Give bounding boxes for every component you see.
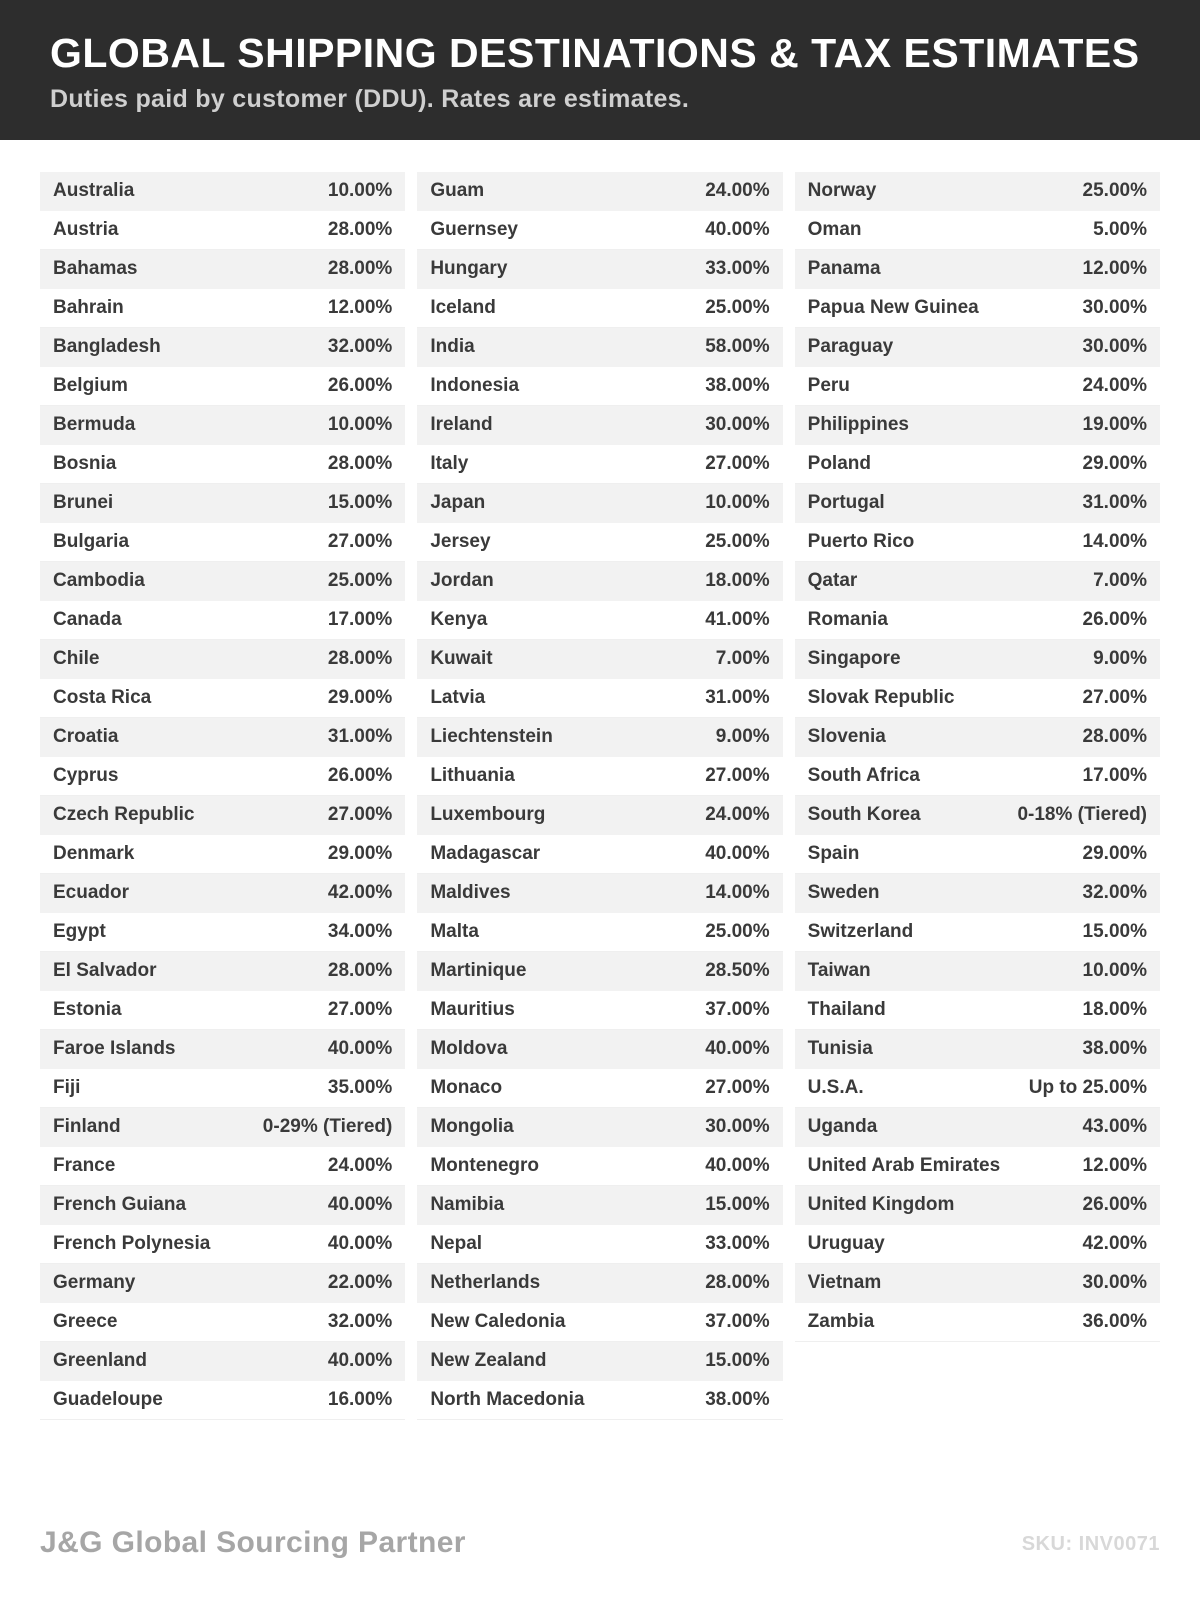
tax-rate: 10.00% — [705, 492, 770, 514]
rate-row — [40, 1108, 405, 1147]
rate-row — [795, 328, 1160, 367]
rate-row — [795, 1303, 1160, 1342]
page-title: GLOBAL SHIPPING DESTINATIONS & TAX ESTIMATES — [50, 30, 1140, 76]
tax-rate: 15.00% — [705, 1194, 770, 1216]
country-name: Italy — [430, 453, 469, 475]
country-name: Oman — [807, 219, 862, 241]
country-name: Lithuania — [430, 765, 515, 787]
tax-rate: 28.50% — [705, 960, 770, 982]
country-name: Bahamas — [53, 258, 138, 280]
tax-rate: 16.00% — [327, 1389, 393, 1411]
tax-rate: 32.00% — [327, 336, 393, 358]
tax-rate: 17.00% — [1082, 765, 1147, 787]
tax-rate: 9.00% — [715, 726, 770, 748]
country-name: Malta — [430, 921, 479, 943]
country-name: Jersey — [430, 531, 491, 553]
rate-row — [795, 367, 1160, 406]
rate-row — [40, 484, 405, 523]
tax-rate: 15.00% — [327, 492, 393, 514]
country-name: South Africa — [807, 765, 920, 787]
tax-rate: 27.00% — [705, 1077, 770, 1099]
tax-rate: 0-18% (Tiered) — [1017, 804, 1147, 826]
rate-row — [795, 640, 1160, 679]
rate-row — [417, 1186, 782, 1225]
rate-row — [795, 874, 1160, 913]
rate-row — [40, 1381, 405, 1420]
tax-rate: 14.00% — [1082, 531, 1147, 553]
rate-row — [795, 601, 1160, 640]
tax-rate: 30.00% — [1082, 297, 1147, 319]
rate-row — [40, 835, 405, 874]
tax-rate: 12.00% — [1082, 258, 1147, 280]
tax-rate: 27.00% — [327, 531, 393, 553]
country-name: U.S.A. — [807, 1077, 864, 1099]
rate-row — [40, 1342, 405, 1381]
rate-row — [417, 367, 782, 406]
page-subtitle: Duties paid by customer (DDU). Rates are estimates. — [50, 85, 690, 114]
country-name: Spain — [807, 843, 860, 865]
rate-row — [417, 796, 782, 835]
country-name: Madagascar — [430, 843, 541, 865]
country-name: Kuwait — [430, 648, 493, 670]
country-name: Romania — [807, 609, 888, 631]
tax-rate: 27.00% — [1082, 687, 1147, 709]
rate-row — [417, 406, 782, 445]
country-name: India — [430, 336, 475, 358]
country-name: Montenegro — [430, 1155, 540, 1177]
tax-rate: 43.00% — [1082, 1116, 1147, 1138]
rate-row — [795, 1030, 1160, 1069]
country-name: Panama — [807, 258, 881, 280]
country-name: Thailand — [807, 999, 886, 1021]
tax-rate: 38.00% — [705, 1389, 770, 1411]
rate-column-3 — [795, 172, 1160, 1342]
country-name: Martinique — [430, 960, 527, 982]
rate-row — [417, 328, 782, 367]
country-name: Uganda — [807, 1116, 878, 1138]
country-name: Switzerland — [807, 921, 914, 943]
country-name: Jordan — [430, 570, 494, 592]
rate-row — [795, 523, 1160, 562]
country-name: New Caledonia — [430, 1311, 566, 1333]
tax-rate: 14.00% — [705, 882, 770, 904]
country-name: United Kingdom — [807, 1194, 955, 1216]
tax-rate: 30.00% — [705, 414, 770, 436]
rate-row — [417, 1342, 782, 1381]
rate-row — [40, 367, 405, 406]
country-name: Taiwan — [807, 960, 871, 982]
rate-row — [417, 1069, 782, 1108]
rate-row — [40, 1186, 405, 1225]
tax-rate: Up to 25.00% — [1028, 1077, 1147, 1099]
rate-row — [795, 562, 1160, 601]
tax-rate: 25.00% — [705, 921, 770, 943]
tax-rate: 10.00% — [1082, 960, 1147, 982]
page-footer — [0, 1526, 1200, 1600]
country-name: El Salvador — [53, 960, 157, 982]
country-name: New Zealand — [430, 1350, 547, 1372]
rate-row — [417, 640, 782, 679]
rate-row — [40, 289, 405, 328]
tax-rate: 29.00% — [1082, 453, 1147, 475]
rate-row — [40, 172, 405, 211]
rate-row — [417, 718, 782, 757]
rate-row — [40, 640, 405, 679]
tax-rate: 28.00% — [705, 1272, 770, 1294]
tax-rate: 28.00% — [327, 219, 393, 241]
country-name: French Guiana — [53, 1194, 187, 1216]
tax-rate: 7.00% — [715, 648, 770, 670]
country-name: Bosnia — [53, 453, 117, 475]
rate-row — [795, 250, 1160, 289]
tax-rate: 40.00% — [327, 1194, 393, 1216]
country-name: Belgium — [53, 375, 128, 397]
tax-rate: 26.00% — [1082, 1194, 1147, 1216]
country-name: Brunei — [53, 492, 114, 514]
country-name: Papua New Guinea — [807, 297, 979, 319]
country-name: Egypt — [53, 921, 106, 943]
country-name: Tunisia — [807, 1038, 873, 1060]
country-name: Puerto Rico — [807, 531, 915, 553]
rate-row — [417, 1108, 782, 1147]
country-name: South Korea — [807, 804, 921, 826]
tax-rate: 12.00% — [327, 297, 393, 319]
rate-row — [417, 523, 782, 562]
country-name: Bermuda — [53, 414, 136, 436]
rate-row — [795, 1069, 1160, 1108]
country-name: Slovenia — [807, 726, 886, 748]
rate-row — [417, 1381, 782, 1420]
country-name: Japan — [430, 492, 486, 514]
country-name: Greenland — [53, 1350, 147, 1372]
tax-rate: 40.00% — [705, 1038, 770, 1060]
rate-row — [40, 601, 405, 640]
tax-rate: 26.00% — [327, 765, 393, 787]
rate-row — [417, 601, 782, 640]
rate-row — [795, 289, 1160, 328]
rate-row — [417, 1147, 782, 1186]
country-name: Liechtenstein — [430, 726, 553, 748]
rate-row — [417, 1225, 782, 1264]
tax-rate: 30.00% — [1082, 1272, 1147, 1294]
country-name: Moldova — [430, 1038, 508, 1060]
country-name: Uruguay — [807, 1233, 885, 1255]
tax-rate: 40.00% — [705, 1155, 770, 1177]
tax-rate: 29.00% — [327, 687, 393, 709]
rate-row — [795, 1108, 1160, 1147]
tax-rate: 25.00% — [1082, 180, 1147, 202]
country-name: Fiji — [53, 1077, 81, 1099]
country-name: Mongolia — [430, 1116, 514, 1138]
country-name: Namibia — [430, 1194, 505, 1216]
brand-name: J&G Global Sourcing Partner — [40, 1526, 466, 1559]
tax-rate: 15.00% — [705, 1350, 770, 1372]
tax-rate: 27.00% — [327, 999, 393, 1021]
rate-row — [417, 250, 782, 289]
country-name: North Macedonia — [430, 1389, 585, 1411]
rate-row — [795, 757, 1160, 796]
rate-row — [795, 211, 1160, 250]
rate-row — [40, 874, 405, 913]
rate-row — [417, 172, 782, 211]
country-name: Ireland — [430, 414, 493, 436]
rate-row — [417, 562, 782, 601]
rate-row — [417, 1264, 782, 1303]
tax-rate: 26.00% — [327, 375, 393, 397]
tax-rate: 42.00% — [1082, 1233, 1147, 1255]
rate-row — [40, 562, 405, 601]
page-header — [0, 0, 1200, 140]
rate-row — [40, 406, 405, 445]
country-name: Austria — [53, 219, 119, 241]
tax-rate: 33.00% — [705, 258, 770, 280]
tax-rate: 7.00% — [1093, 570, 1147, 592]
tax-rate: 37.00% — [705, 1311, 770, 1333]
tax-rate: 28.00% — [327, 453, 393, 475]
rate-row — [417, 679, 782, 718]
country-name: Croatia — [53, 726, 119, 748]
country-name: Cyprus — [53, 765, 119, 787]
country-name: Portugal — [807, 492, 885, 514]
tax-rate: 18.00% — [1082, 999, 1147, 1021]
rate-row — [417, 952, 782, 991]
rate-row — [795, 1186, 1160, 1225]
country-name: United Arab Emirates — [807, 1155, 1001, 1177]
country-name: Guernsey — [430, 219, 518, 241]
rate-row — [795, 679, 1160, 718]
country-name: Nepal — [430, 1233, 483, 1255]
rate-row — [40, 913, 405, 952]
country-name: Hungary — [430, 258, 508, 280]
country-name: Guam — [430, 180, 485, 202]
tax-rate: 19.00% — [1082, 414, 1147, 436]
rate-row — [795, 835, 1160, 874]
country-name: Poland — [807, 453, 871, 475]
rate-row — [40, 445, 405, 484]
tax-rate: 17.00% — [327, 609, 393, 631]
tax-rate: 24.00% — [705, 180, 770, 202]
tax-rate: 30.00% — [1082, 336, 1147, 358]
country-name: Sweden — [807, 882, 880, 904]
country-name: Monaco — [430, 1077, 503, 1099]
rate-row — [417, 1030, 782, 1069]
country-name: Denmark — [53, 843, 135, 865]
tax-rate: 25.00% — [705, 297, 770, 319]
tax-rate: 27.00% — [327, 804, 393, 826]
rate-row — [417, 289, 782, 328]
tax-rate: 38.00% — [1082, 1038, 1147, 1060]
country-name: Faroe Islands — [53, 1038, 176, 1060]
country-name: Paraguay — [807, 336, 894, 358]
country-name: Cambodia — [53, 570, 145, 592]
country-name: Peru — [807, 375, 850, 397]
tax-rate: 9.00% — [1093, 648, 1147, 670]
country-name: Finland — [53, 1116, 121, 1138]
country-name: Zambia — [807, 1311, 875, 1333]
tax-rate: 31.00% — [705, 687, 770, 709]
tax-rate: 40.00% — [327, 1038, 393, 1060]
country-name: Iceland — [430, 297, 496, 319]
country-name: Maldives — [430, 882, 511, 904]
country-name: Kenya — [430, 609, 488, 631]
country-name: Costa Rica — [53, 687, 152, 709]
country-name: Estonia — [53, 999, 122, 1021]
tax-rate-table — [0, 172, 1200, 1420]
tax-rate: 38.00% — [705, 375, 770, 397]
sku-label: SKU: INV0071 — [1021, 1533, 1160, 1555]
country-name: Singapore — [807, 648, 901, 670]
rate-row — [417, 1303, 782, 1342]
country-name: Germany — [53, 1272, 136, 1294]
rate-row — [795, 484, 1160, 523]
rate-row — [795, 172, 1160, 211]
tax-rate: 41.00% — [705, 609, 770, 631]
tax-rate: 40.00% — [705, 219, 770, 241]
tax-rate: 5.00% — [1093, 219, 1147, 241]
rate-row — [40, 718, 405, 757]
country-name: Qatar — [807, 570, 858, 592]
rate-row — [795, 1225, 1160, 1264]
country-name: Guadeloupe — [53, 1389, 163, 1411]
country-name: Canada — [53, 609, 122, 631]
rate-row — [417, 211, 782, 250]
rate-row — [417, 991, 782, 1030]
rate-row — [795, 406, 1160, 445]
rate-row — [417, 835, 782, 874]
country-name: Netherlands — [430, 1272, 541, 1294]
rate-row — [40, 757, 405, 796]
tax-rate: 12.00% — [1082, 1155, 1147, 1177]
rate-row — [795, 718, 1160, 757]
rate-row — [40, 796, 405, 835]
rate-row — [40, 679, 405, 718]
tax-rate: 40.00% — [705, 843, 770, 865]
tax-rate: 22.00% — [327, 1272, 393, 1294]
country-name: Chile — [53, 648, 100, 670]
tax-rate: 31.00% — [1082, 492, 1147, 514]
rate-column-1 — [40, 172, 405, 1420]
tax-rate: 34.00% — [327, 921, 393, 943]
tax-rate: 42.00% — [327, 882, 393, 904]
rate-row — [40, 523, 405, 562]
rate-row — [40, 250, 405, 289]
country-name: Bahrain — [53, 297, 124, 319]
tax-rate: 18.00% — [705, 570, 770, 592]
tax-rate: 36.00% — [1082, 1311, 1147, 1333]
tax-rate: 37.00% — [705, 999, 770, 1021]
tax-rate: 25.00% — [705, 531, 770, 553]
tax-rate: 15.00% — [1082, 921, 1147, 943]
rate-row — [795, 445, 1160, 484]
rate-row — [417, 484, 782, 523]
rate-row — [417, 445, 782, 484]
tax-rate: 30.00% — [705, 1116, 770, 1138]
rate-row — [40, 1264, 405, 1303]
tax-rate: 31.00% — [327, 726, 393, 748]
rate-row — [40, 211, 405, 250]
tax-rate: 27.00% — [705, 453, 770, 475]
country-name: Bangladesh — [53, 336, 161, 358]
country-name: Slovak Republic — [807, 687, 955, 709]
rate-row — [40, 1303, 405, 1342]
tax-rate: 32.00% — [327, 1311, 393, 1333]
country-name: Indonesia — [430, 375, 520, 397]
country-name: French Polynesia — [53, 1233, 211, 1255]
tax-rate: 10.00% — [327, 180, 393, 202]
tax-rate: 58.00% — [705, 336, 770, 358]
tax-rate: 28.00% — [1082, 726, 1147, 748]
tax-rate: 24.00% — [705, 804, 770, 826]
country-name: Bulgaria — [53, 531, 130, 553]
rate-row — [40, 328, 405, 367]
country-name: France — [53, 1155, 116, 1177]
country-name: Greece — [53, 1311, 118, 1333]
country-name: Norway — [807, 180, 877, 202]
tax-rate: 24.00% — [327, 1155, 393, 1177]
tax-rate: 29.00% — [327, 843, 393, 865]
rate-row — [795, 913, 1160, 952]
rate-row — [417, 874, 782, 913]
tax-rate: 26.00% — [1082, 609, 1147, 631]
rate-row — [795, 796, 1160, 835]
rate-row — [417, 913, 782, 952]
tax-rate: 33.00% — [705, 1233, 770, 1255]
rate-row — [40, 952, 405, 991]
rate-row — [417, 757, 782, 796]
tax-rate: 24.00% — [1082, 375, 1147, 397]
rate-row — [40, 1069, 405, 1108]
country-name: Vietnam — [807, 1272, 882, 1294]
country-name: Luxembourg — [430, 804, 546, 826]
country-name: Philippines — [807, 414, 910, 436]
tax-rate: 29.00% — [1082, 843, 1147, 865]
rate-row — [40, 1147, 405, 1186]
tax-rate: 32.00% — [1082, 882, 1147, 904]
country-name: Ecuador — [53, 882, 130, 904]
tax-rate: 28.00% — [327, 960, 393, 982]
rate-column-2 — [417, 172, 782, 1420]
country-name: Latvia — [430, 687, 486, 709]
tax-rate: 40.00% — [327, 1233, 393, 1255]
rate-row — [40, 1030, 405, 1069]
tax-rate: 28.00% — [327, 258, 393, 280]
tax-rate: 0-29% (Tiered) — [262, 1116, 393, 1138]
tax-rate: 25.00% — [327, 570, 393, 592]
country-name: Australia — [53, 180, 135, 202]
tax-rate: 35.00% — [327, 1077, 393, 1099]
rate-row — [40, 1225, 405, 1264]
rate-row — [795, 952, 1160, 991]
rate-row — [795, 1264, 1160, 1303]
rate-row — [795, 1147, 1160, 1186]
rate-row — [40, 991, 405, 1030]
country-name: Mauritius — [430, 999, 515, 1021]
tax-rate: 28.00% — [327, 648, 393, 670]
country-name: Czech Republic — [53, 804, 195, 826]
rate-row — [795, 991, 1160, 1030]
tax-rate: 40.00% — [327, 1350, 393, 1372]
tax-rate: 27.00% — [705, 765, 770, 787]
tax-rate: 10.00% — [327, 414, 393, 436]
